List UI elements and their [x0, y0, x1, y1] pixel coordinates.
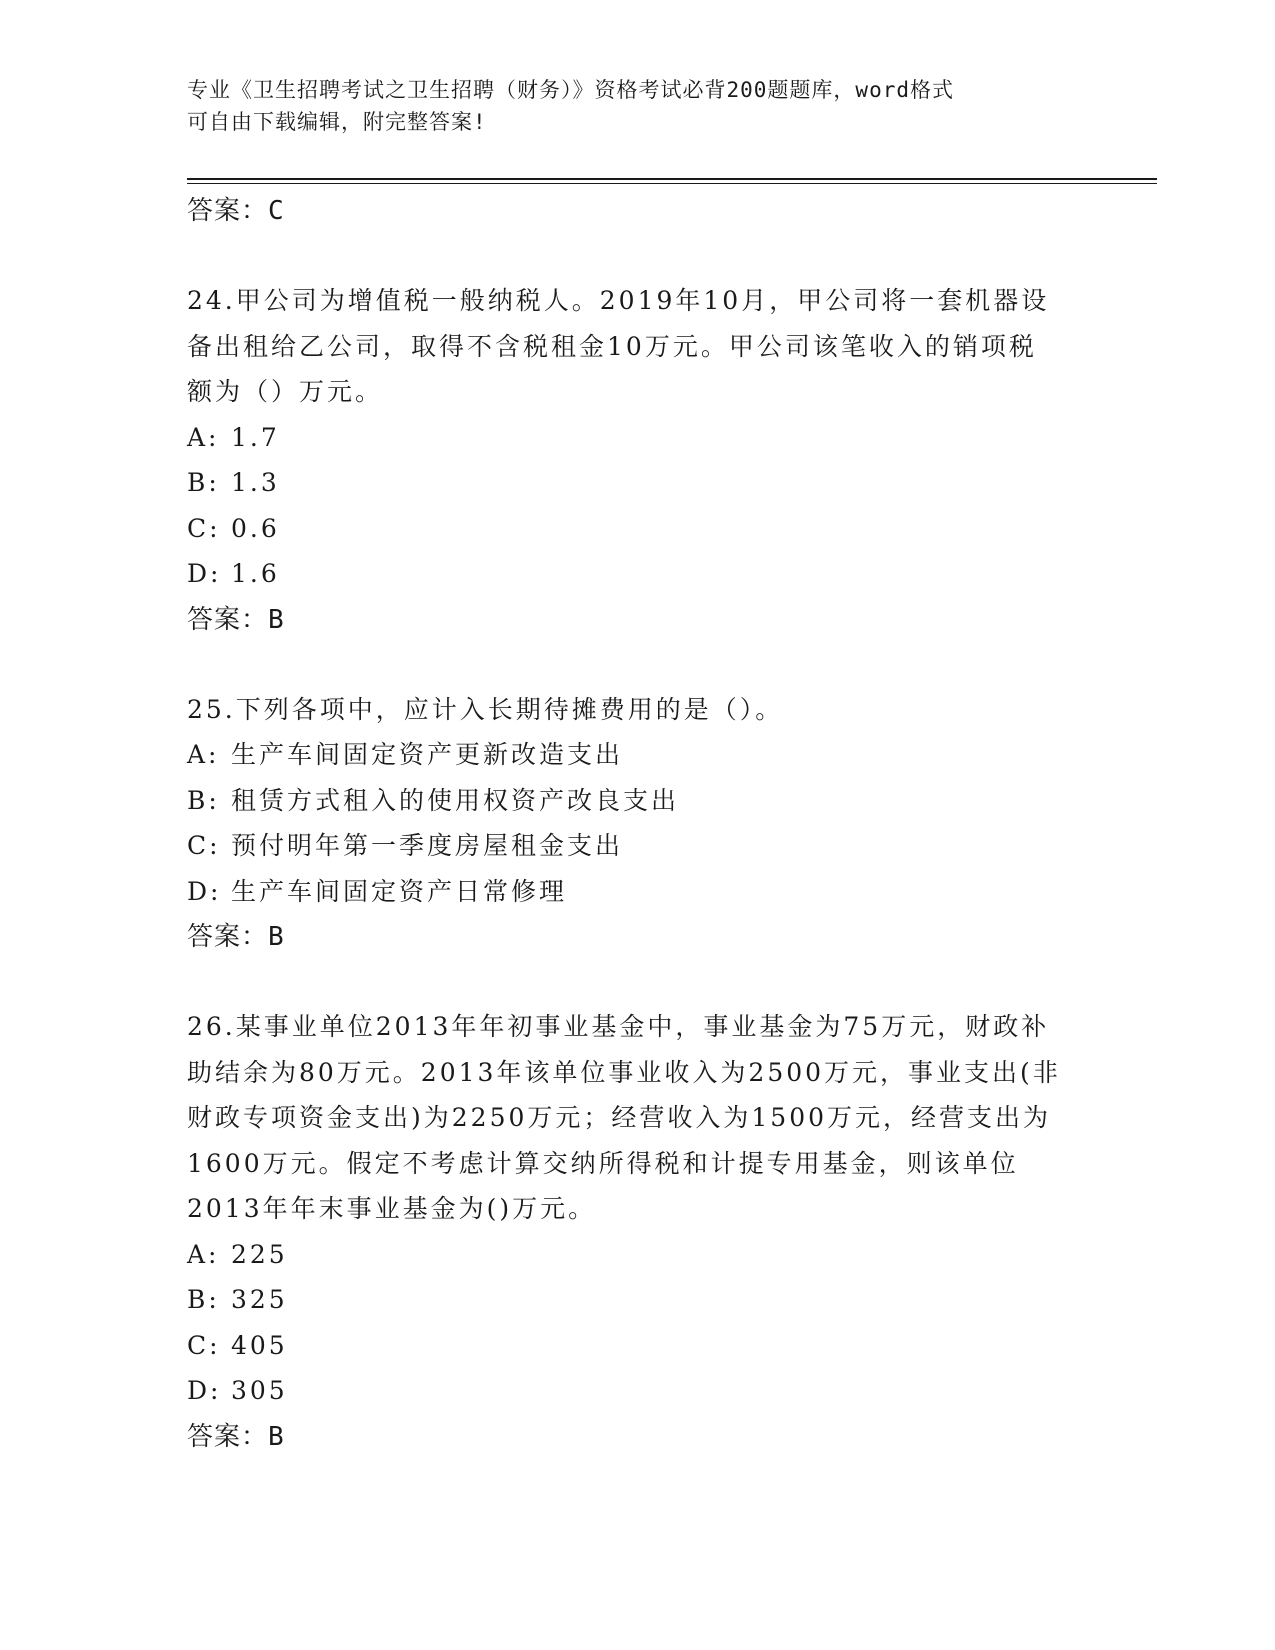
- option-a: [187, 1232, 1087, 1278]
- option-key: A:: [187, 740, 220, 769]
- question-26: [187, 1004, 1087, 1460]
- option-b: [187, 778, 1087, 824]
- question-24: [187, 278, 1087, 643]
- option-d: [187, 1368, 1087, 1414]
- option-key: D:: [187, 1376, 222, 1405]
- option-d: [187, 551, 1087, 597]
- option-key: C:: [187, 1330, 221, 1360]
- option-text: 0.6: [231, 513, 280, 543]
- question-stem: [187, 1004, 1087, 1232]
- stem-line: 助结余为80万元。2013年该单位事业收入为2500万元，事业支出(非: [187, 1057, 1061, 1087]
- option-key: B:: [187, 468, 220, 497]
- option-c: [187, 506, 1087, 552]
- option-text: 1.6: [231, 559, 280, 588]
- option-text: 225: [231, 1239, 288, 1269]
- question-list: [187, 188, 1087, 1460]
- option-text: 405: [231, 1330, 288, 1360]
- option-text: 1.7: [231, 422, 280, 452]
- option-key: A:: [187, 422, 220, 452]
- stem-line: 备出租给乙公司，取得不含税租金10万元。甲公司该笔收入的销项税: [187, 331, 1037, 361]
- document-header: [187, 74, 1087, 138]
- option-a: [187, 732, 1087, 778]
- stem-line: 25.下列各项中，应计入长期待摊费用的是（）。: [187, 694, 784, 724]
- stem-line: 1600万元。假定不考虑计算交纳所得税和计提专用基金，则该单位: [187, 1148, 1019, 1178]
- option-text: 1.3: [231, 468, 280, 497]
- option-key: C:: [187, 831, 221, 860]
- stem-line: 财政专项资金支出)为2250万元；经营收入为1500万元，经营支出为: [187, 1103, 1052, 1132]
- option-text: 预付明年第一季度房屋租金支出: [231, 831, 624, 860]
- option-text: 租赁方式租入的使用权资产改良支出: [231, 785, 680, 815]
- option-key: D:: [187, 876, 222, 906]
- option-a: [187, 415, 1087, 461]
- option-key: B:: [187, 1285, 220, 1314]
- question-stem: [187, 687, 1087, 733]
- option-d: [187, 869, 1087, 915]
- stem-line: 额为（）万元。: [187, 377, 384, 406]
- header-divider-thick: [187, 178, 1157, 180]
- option-c: [187, 1323, 1087, 1369]
- option-text: 生产车间固定资产日常修理: [231, 876, 568, 906]
- stem-line: 26.某事业单位2013年年初事业基金中，事业基金为75万元，财政补: [187, 1012, 1050, 1041]
- stem-line: 24.甲公司为增值税一般纳税人。2019年10月，甲公司将一套机器设: [187, 286, 1050, 315]
- option-key: C:: [187, 513, 221, 543]
- option-key: B:: [187, 785, 220, 815]
- option-c: [187, 823, 1087, 869]
- option-b: [187, 1277, 1087, 1323]
- option-text: 生产车间固定资产更新改造支出: [231, 740, 624, 769]
- question-stem: [187, 278, 1087, 415]
- header-divider-thin: [187, 183, 1157, 184]
- header-line-1: 专业《卫生招聘考试之卫生招聘（财务）》资格考试必背200题题库，word格式: [187, 78, 954, 102]
- answer: 答案：B: [187, 604, 285, 635]
- option-key: A:: [187, 1239, 220, 1269]
- option-b: [187, 460, 1087, 506]
- option-text: 325: [231, 1285, 288, 1314]
- previous-answer: 答案：C: [187, 196, 285, 226]
- answer: 答案：B: [187, 922, 285, 952]
- option-key: D:: [187, 559, 222, 588]
- option-text: 305: [231, 1376, 288, 1405]
- header-line-2: 可自由下载编辑，附完整答案!: [187, 110, 487, 134]
- question-25: [187, 687, 1087, 961]
- stem-line: 2013年年末事业基金为()万元。: [187, 1194, 597, 1223]
- answer: 答案：B: [187, 1421, 285, 1452]
